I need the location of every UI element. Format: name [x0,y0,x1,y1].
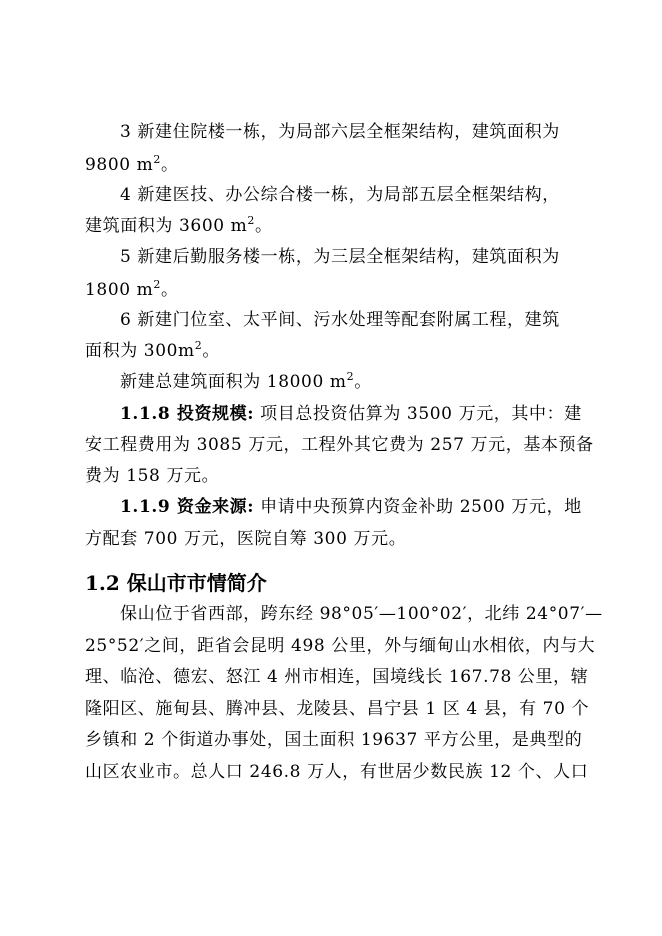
text-span: 费为 158 万元。 [85,466,220,486]
superscript: 2 [153,153,161,166]
text-span: 保山位于省西部，跨东经 98°05′—100°02′，北纬 24°07′— [120,604,603,624]
superscript: 2 [194,339,203,352]
text-span: 6 新建门位室、太平间、污水处理等配套附属工程，建筑 [120,310,560,330]
text-span: 。 [161,155,179,175]
text-line [120,403,585,425]
text-span: 申请中央预算内资金补助 2500 万元，地 [254,497,582,517]
text-span: 4 新建医技、办公综合楼一栋，为局部五层全框架结构， [120,185,560,205]
text-span: 。 [255,216,273,236]
text-line [120,603,603,625]
text-line [120,309,585,331]
text-line [85,698,590,720]
text-span: 方配套 700 万元，医院自筹 300 万元。 [85,529,407,549]
text-span: 山区农业市。总人口 246.8 万人，有世居少数民族 12 个、人口 [85,762,589,782]
text-span: 隆阳区、施甸县、腾冲县、龙陵县、昌宁县 1 区 4 县，有 70 个 [85,699,590,719]
text-span: 新建总建筑面积为 18000 m [120,372,347,392]
text-line [85,729,585,751]
text-line [85,154,585,176]
section-label: 1.1.9 资金来源: [120,497,255,517]
text-line [85,761,589,783]
text-line [120,121,585,143]
text-span: 项目总投资估算为 3500 万元，其中：建 [254,404,582,424]
text-span: 1800 m [85,280,154,300]
text-span: 3 新建住院楼一栋，为局部六层全框架结构，建筑面积为 [120,122,560,142]
text-span: 25°52′之间，距省会昆明 498 公里，外与缅甸山水相依，内与大 [85,636,596,656]
text-line [85,340,585,362]
text-span: 乡镇和 2 个街道办事处，国土面积 19637 平方公里，是典型的 [85,730,583,750]
page-title: 1.2 保山市市情简介 [85,571,267,595]
text-line [120,371,585,393]
text-span: 。 [161,280,179,300]
text-line [120,496,585,518]
text-span: 建筑面积为 3600 m [85,216,248,236]
text-span: 。 [354,372,372,392]
text-span: 安工程费用为 3085 万元，工程外其它费为 257 万元，基本预备 [85,435,594,455]
text-line [85,434,594,456]
text-line [120,246,585,268]
text-line [85,528,585,550]
text-span: 9800 m [85,155,154,175]
section-label: 1.1.8 投资规模: [120,404,255,424]
text-line [85,279,585,301]
text-line [85,666,589,688]
superscript: 2 [153,278,161,291]
text-span: 面积为 300m [85,341,195,361]
text-line [85,635,596,657]
text-line [85,215,585,237]
superscript: 2 [346,370,355,383]
text-line [120,184,585,206]
text-span: 理、临沧、德宏、怒江 4 州市相连，国境线长 167.78 公里，辖 [85,667,589,687]
text-span: 。 [202,341,220,361]
text-span: 5 新建后勤服务楼一栋，为三层全框架结构，建筑面积为 [120,247,560,267]
superscript: 2 [247,214,256,227]
text-line [85,465,585,487]
